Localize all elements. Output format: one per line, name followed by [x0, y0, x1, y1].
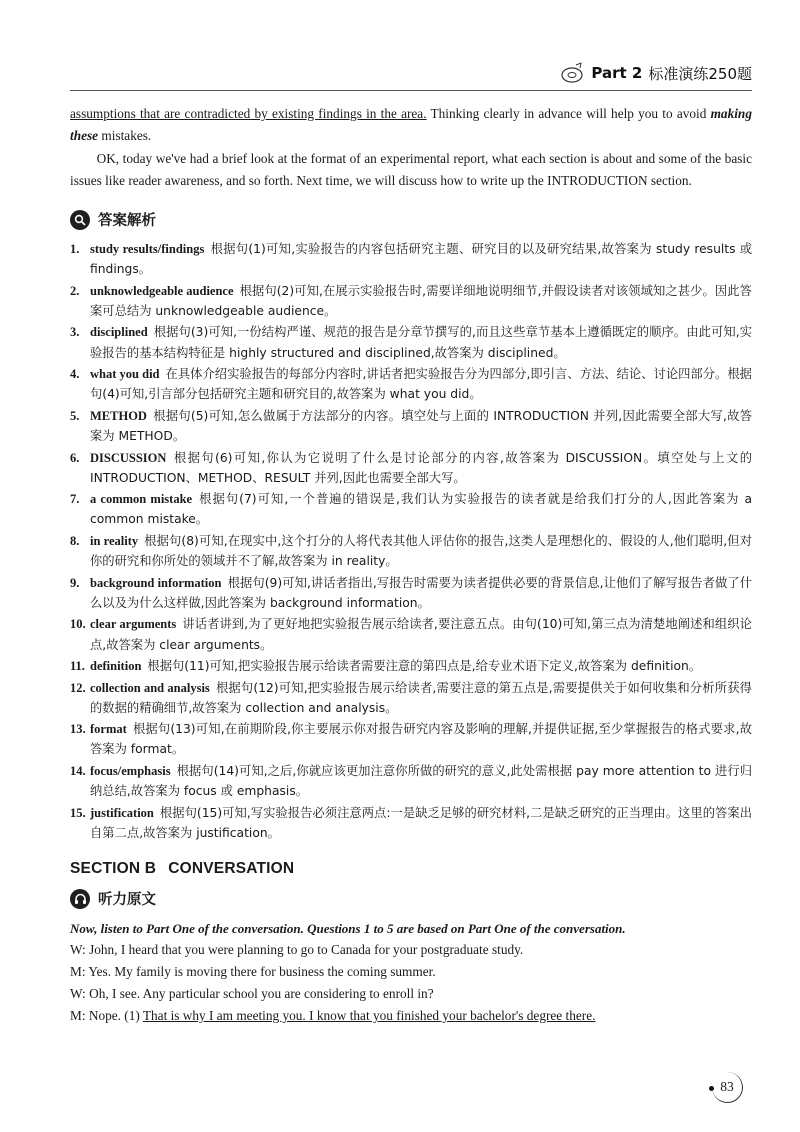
answer-explanation: 根据句(14)可知,之后,你就应该更加注意你所做的研究的意义,此处需根据 pay more attention to 进行归纳总结,故答案为 focus 或 emphasis。 — [90, 763, 752, 799]
dialogue-line: M: Nope. (1) That is why I am meeting you. I know that you finished your bachelor's degree there. — [70, 1008, 596, 1024]
answer-explanation: 根据句(5)可知,怎么做属于方法部分的内容。填空处与上面的 INTRODUCTION 并列,因此需要全部大写,故答案为 METHOD。 — [90, 408, 752, 444]
answer-key: METHOD — [90, 408, 147, 423]
answer-key: study results/findings — [90, 242, 205, 256]
answer-key: what you did — [90, 367, 160, 382]
disc-icon — [559, 62, 585, 84]
list-item: 14. focus/emphasis 根据句(14)可知,之后,你就应该更加注意你所做的研究的意义,此处需根据 pay more attention to 进行归纳总结,故答案为 focus 或 emphasis。 — [70, 763, 752, 799]
answers-heading — [70, 209, 752, 230]
answer-explanation: 根据句(8)可知,在现实中,这个打分的人将代表其他人评估你的报告,这类人是理想化的、假设的人,他们聪明,但对你的研究和你所处的领域并不了解,故答案为 in reality。 — [90, 533, 753, 569]
section-b-label: SECTION B — [70, 860, 157, 878]
answer-key: format — [90, 722, 127, 737]
answer-explanation: 根据句(3)可知,一份结构严谨、规范的报告是分章节撰写的,而且这些章节基本上遵循既定的顺序。由此可知,实验报告的基本结构特征是 highly structured and disciplined,故答案为 disciplined。 — [90, 325, 752, 360]
answer-explanation: 根据句(2)可知,在展示实验报告时,需要详细地说明细节,并假设读者对该领域知之甚少。因此答案可总结为 unknowledgeable audience。 — [90, 283, 752, 318]
header-divider — [70, 90, 752, 91]
answer-key: clear arguments — [90, 617, 177, 632]
answer-key: a common mistake — [90, 492, 193, 507]
dialogue-line: W: John, I heard that you were planning to go to Canada for your postgraduate study. — [70, 942, 524, 958]
answer-explanation: 根据句(9)可知,讲话者指出,写报告时需要为读者提供必要的背景信息,让他们了解写报告者做了什么以及为什么这样做,因此答案为 background information。 — [90, 575, 753, 610]
transcript-heading — [70, 888, 752, 909]
list-item: 9. background information 根据句(9)可知,讲话者指出,写报告时需要为读者提供必要的背景信息,让他们了解写报告者做了什么以及为什么这样做,因此答案为 background information。 — [70, 575, 753, 610]
list-item: 2. unknowledgeable audience 根据句(2)可知,在展示实验报告时,需要详细地说明细节,并假设读者对该领域知之甚少。因此答案可总结为 unknowledgeable audience。 — [70, 283, 752, 318]
underlined-sentence: assumptions that are contradicted by existing findings in the area. — [70, 106, 427, 121]
transcript-title: 听力原文 — [98, 892, 156, 909]
header-part: Part 2 — [591, 64, 643, 82]
answer-explanation: 根据句(6)可知,你认为它说明了什么是讨论部分的内容,故答案为 DISCUSSION。填空处与上文的 INTRODUCTION、METHOD、RESULT 并列,因此也需要全部大写。 — [90, 450, 752, 485]
list-item: 11. definition 根据句(11)可知,把实验报告展示给读者需要注意的第四点是,给专业术语下定义,故答案为 definition。 — [70, 659, 702, 674]
list-item: 12. collection and analysis 根据句(12)可知,把实验报告展示给读者,需要注意的第五点是,需要提供关于如何收集和分析所获得的数据的精确细节,故答案为 collection and analysis。 — [70, 680, 752, 715]
list-item: 10. clear arguments 讲话者讲到,为了更好地把实验报告展示给读者,要注意五点。由句(10)可知,第三点为清楚地阐述和组织论点,故答案为 clear arguments。 — [70, 617, 752, 652]
magnifier-icon — [70, 210, 90, 230]
answer-key: focus/emphasis — [90, 763, 171, 778]
answer-key: DISCUSSION — [90, 450, 167, 465]
page-number: 83 — [712, 1072, 743, 1103]
list-item: 6. DISCUSSION 根据句(6)可知,你认为它说明了什么是讨论部分的内容,故答案为 DISCUSSION。填空处与上文的 INTRODUCTION、METHOD、RESULT 并列,因此也需要全部大写。 — [70, 450, 752, 485]
answer-key: justification — [90, 805, 154, 820]
answer-explanation: 根据句(11)可知,把实验报告展示给读者需要注意的第四点是,给专业术语下定义,故答案为 definition。 — [147, 659, 702, 674]
emphasis-text: making these — [70, 106, 752, 143]
answer-key: definition — [90, 659, 142, 674]
speaker-label: M: — [70, 964, 86, 980]
list-item: 3. disciplined 根据句(3)可知,一份结构严谨、规范的报告是分章节撰写的,而且这些章节基本上遵循既定的顺序。由此可知,实验报告的基本结构特征是 highly structured and disciplined,故答案为 disciplined。 — [70, 325, 752, 360]
headphones-icon — [70, 889, 90, 909]
list-item: 8. in reality 根据句(8)可知,在现实中,这个打分的人将代表其他人评估你的报告,这类人是理想化的、假设的人,他们聪明,但对你的研究和你所处的领域并不了解,故答案为 in reality。 — [70, 533, 753, 569]
answer-explanation: 讲话者讲到,为了更好地把实验报告展示给读者,要注意五点。由句(10)可知,第三点为清楚地阐述和组织论点,故答案为 clear arguments。 — [90, 617, 752, 652]
passage-paragraph-2: OK, today we've had a brief look at the format of an experimental report, what each section is about and some of the basic issues like reader awareness, and so forth. Next time, we will discuss how to write up the INTRODUCTION section. — [70, 151, 752, 188]
page-header — [559, 62, 752, 84]
list-item: 7. a common mistake 根据句(7)可知,一个普遍的错误是,我们认为实验报告的读者就是给我们打分的人,因此答案为 a common mistake。 — [70, 492, 752, 527]
answer-explanation: 根据句(12)可知,把实验报告展示给读者,需要注意的第五点是,需要提供关于如何收集和分析所获得的数据的精确细节,故答案为 collection and analysis。 — [90, 680, 752, 715]
answers-title: 答案解析 — [98, 213, 156, 229]
answer-key: disciplined — [90, 325, 148, 340]
answer-explanation: 根据句(1)可知,实验报告的内容包括研究主题、研究目的以及研究结果,故答案为 study results 或 findings。 — [90, 242, 752, 277]
section-b-heading — [70, 860, 752, 878]
answer-key: unknowledgeable audience — [90, 283, 234, 298]
speaker-label: W: — [70, 942, 86, 958]
list-item: 13. format 根据句(13)可知,在前期阶段,你主要展示你对报告研究内容及影响的理解,并提供证据,至少掌握报告的格式要求,故答案为 format。 — [70, 722, 752, 757]
speaker-label: M: — [70, 1008, 86, 1024]
speaker-label: W: — [70, 986, 86, 1002]
answer-explanation: 根据句(15)可知,写实验报告必须注意两点:一是缺乏足够的研究材料,二是缺乏研究的正当理由。这里的答案出自第二点,故答案为 justification。 — [90, 805, 752, 840]
answer-explanation: 根据句(13)可知,在前期阶段,你主要展示你对报告研究内容及影响的理解,并提供证据,至少掌握报告的格式要求,故答案为 format。 — [90, 722, 752, 757]
dialogue-line: M: Yes. My family is moving there for business the coming summer. — [70, 964, 436, 980]
answer-key: collection and analysis — [90, 680, 210, 695]
answer-explanation: 在具体介绍实验报告的每部分内容时,讲话者把实验报告分为四部分,即引言、方法、结论、讨论四部分。根据句(4)可知,引言部分包括研究主题和研究目的,故答案为 what you did。 — [90, 367, 752, 402]
transcript-intro: Now, listen to Part One of the conversation. Questions 1 to 5 are based on Part One of the conversation. — [70, 921, 626, 937]
list-item: 1. study results/findings 根据句(1)可知,实验报告的内容包括研究主题、研究目的以及研究结果,故答案为 study results 或 findings。 — [70, 242, 752, 277]
header-title: 标准演练250题 — [648, 64, 752, 83]
list-item: 15. justification 根据句(15)可知,写实验报告必须注意两点:一是缺乏足够的研究材料,二是缺乏研究的正当理由。这里的答案出自第二点,故答案为 justification。 — [70, 805, 752, 840]
underlined-sentence: That is why I am meeting you. I know that you finished your bachelor's degree there. — [142, 1008, 596, 1024]
list-item: 4. what you did 在具体介绍实验报告的每部分内容时,讲话者把实验报告分为四部分,即引言、方法、结论、讨论四部分。根据句(4)可知,引言部分包括研究主题和研究目的,故答案为 what you did。 — [70, 367, 752, 402]
page-content — [70, 103, 752, 1027]
answer-key: in reality — [90, 533, 139, 548]
list-item: 5. METHOD 根据句(5)可知,怎么做属于方法部分的内容。填空处与上面的 INTRODUCTION 并列,因此需要全部大写,故答案为 METHOD。 — [70, 408, 752, 444]
dialogue-line: W: Oh, I see. Any particular school you are considering to enroll in? — [70, 986, 434, 1002]
section-b-title: CONVERSATION — [168, 860, 295, 878]
answer-key: background information — [90, 575, 222, 590]
answer-list — [70, 239, 752, 843]
passage-paragraph-1: assumptions that are contradicted by existing findings in the area. Thinking clearly in advance will help you to avoid making these mistakes. — [70, 106, 752, 143]
answer-explanation: 根据句(7)可知,一个普遍的错误是,我们认为实验报告的读者就是给我们打分的人,因此答案为 a common mistake。 — [90, 492, 752, 527]
